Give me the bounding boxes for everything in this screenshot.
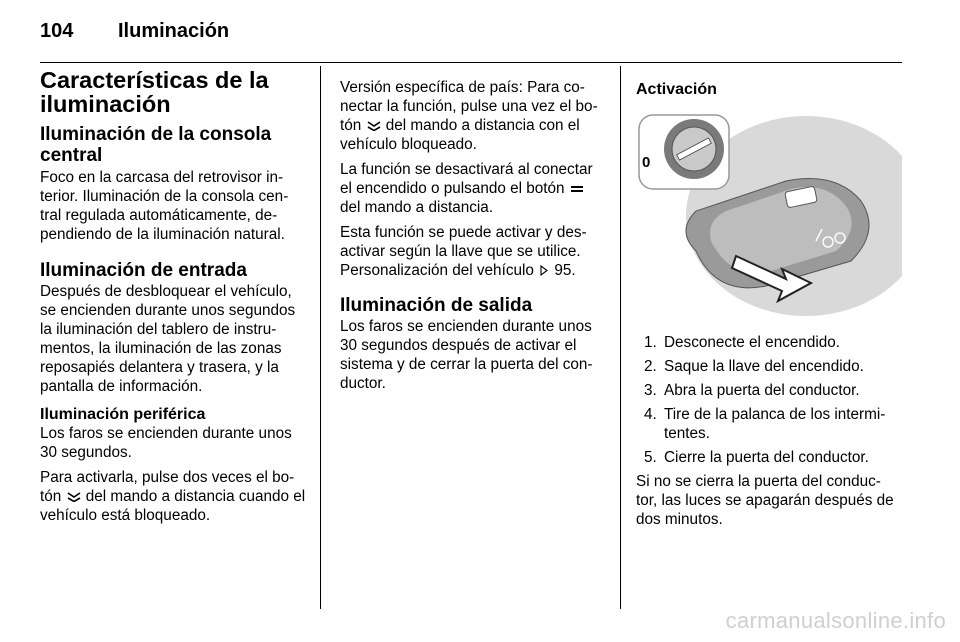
section-heading: Características de la iluminación [40, 67, 269, 117]
header-rule [40, 62, 902, 63]
list-item: 5. Cierre la puerta del conductor. [644, 449, 869, 466]
paragraph: La función se desactivará al conectar el encendido o pulsando el botón del mando a distancia. [340, 161, 593, 216]
paragraph: Esta función se puede activar y des-activar según la llave que se utilice. Personalización del vehículo 95. [340, 224, 587, 279]
key-position-label: 0 [642, 154, 651, 171]
page-title: Iluminación [118, 20, 230, 42]
steps-list [636, 333, 902, 467]
paragraph: Versión específica de país: Para co-nectar la función, pulse una vez el bo-tón del mando a distancia con el vehículo bloqueado. [340, 79, 598, 153]
activation-figure [636, 111, 902, 321]
watermark: carmanualsonline.info [725, 608, 946, 633]
subsection-heading: Iluminación de entrada [40, 260, 247, 281]
paragraph: Foco en la carcasa del retrovisor in-terior. Iluminación de la consola cen-tral regulada automáticamente, de-pendiendo de la iluminación natural. [40, 169, 289, 243]
paragraph: Después de desbloquear el vehículo, se encienden durante unos segundos la iluminación del tablero de instru-mentos, la iluminación de las zonas reposapiés delantera y trasera, y la pantalla de información. [40, 283, 296, 395]
paragraph: Para activarla, pulse dos veces el bo-tón del mando a distancia cuando el vehículo está bloqueado. [40, 469, 306, 524]
subsection-heading: Iluminación periférica [40, 406, 206, 423]
list-item: 2. Saque la llave del encendido. [644, 358, 864, 375]
subsection-heading: Activación [636, 81, 717, 98]
page-number: 104 [40, 20, 74, 42]
paragraph: Los faros se encienden durante unos 30 segundos después de activar el sistema y de cerrar la puerta del con-ductor. [340, 318, 593, 392]
column-3 [636, 80, 902, 529]
lock-chevron-icon [67, 491, 81, 502]
lock-chevron-icon [367, 120, 381, 131]
list-item: 4. Tire de la palanca de los intermi-tentes. [644, 406, 886, 442]
subsection-heading: Iluminación de la consola central [40, 124, 272, 166]
column-1 [40, 68, 308, 525]
turn-signal-lever-illustration [636, 111, 902, 321]
paragraph: Si no se cierra la puerta del conduc-tor, las luces se apagarán después de dos minutos. [636, 473, 894, 528]
subsection-heading: Iluminación de salida [340, 295, 533, 316]
paragraph: Los faros se encienden durante unos 30 segundos. [40, 425, 292, 461]
list-item: 1. Desconecte el encendido. [644, 334, 841, 351]
list-item: 3. Abra la puerta del conductor. [644, 382, 860, 399]
double-bar-icon [570, 183, 584, 194]
column-2 [340, 78, 604, 393]
column-divider [620, 66, 621, 609]
column-divider [320, 66, 321, 609]
triangle-ref-icon [539, 265, 549, 276]
